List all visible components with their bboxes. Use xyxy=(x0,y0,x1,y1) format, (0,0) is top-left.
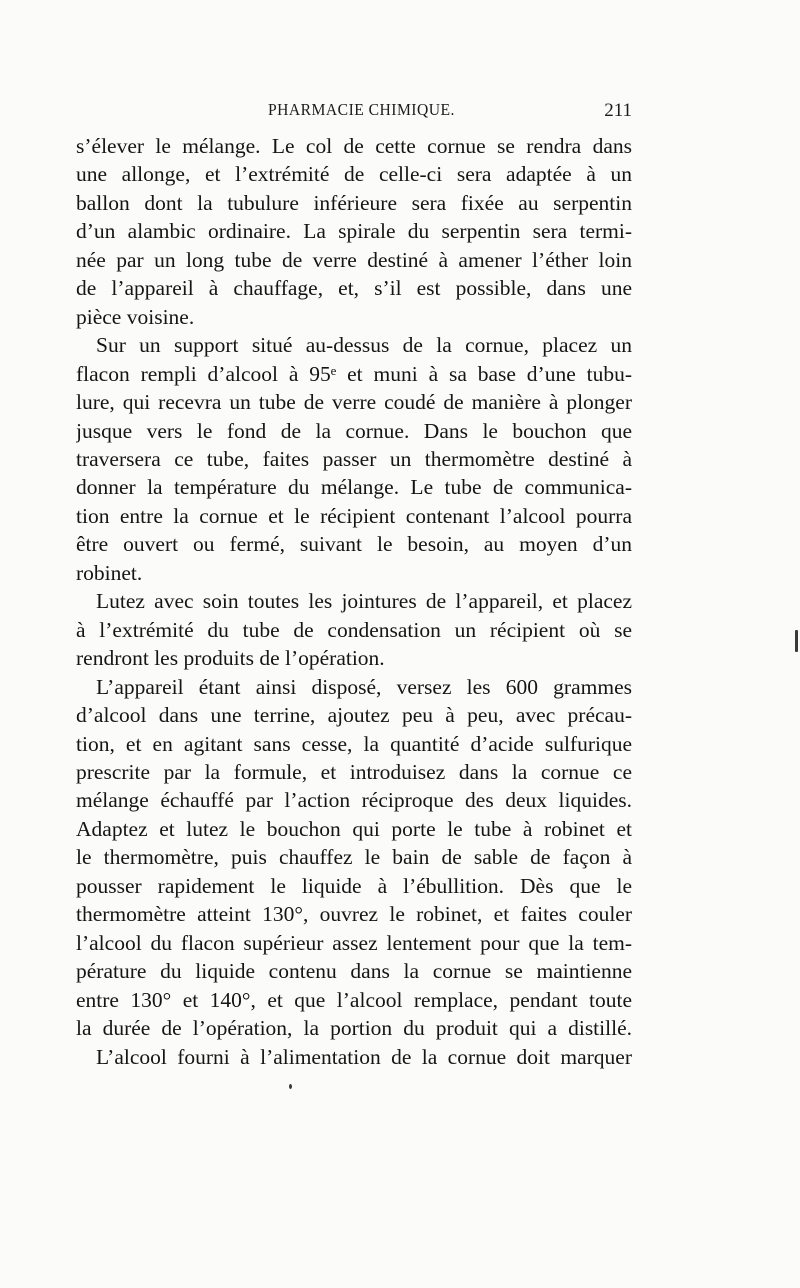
text-line: d’un alambic ordinaire. La spirale du serpentin sera termi- xyxy=(76,219,632,244)
text-line: pièce voisine. xyxy=(76,304,195,329)
text-line: Sur un support situé au-dessus de la cornue, placez un xyxy=(96,333,632,358)
text-line: donner la température du mélange. Le tube de communica- xyxy=(76,475,632,500)
page-header xyxy=(76,100,632,126)
text-line: la durée de l’opération, la portion du produit qui a distillé. xyxy=(76,1016,632,1041)
running-title: PHARMACIE CHIMIQUE. xyxy=(268,100,455,119)
text-line: tion entre la cornue et le récipient contenant l’alcool pourra xyxy=(76,503,632,528)
body-text xyxy=(76,132,632,1071)
text-line: L’alcool fourni à l’alimentation de la cornue doit marquer xyxy=(96,1044,632,1069)
text-line: d’alcool dans une terrine, ajoutez peu à peu, avec précau- xyxy=(76,703,632,728)
text-line: flacon rempli d’alcool à 95ᵉ et muni à sa base d’une tubu- xyxy=(76,361,632,386)
text-line: à l’extrémité du tube de condensation un récipient où se xyxy=(76,617,632,642)
text-line: robinet. xyxy=(76,560,143,585)
text-line: Lutez avec soin toutes les jointures de l’appareil, et placez xyxy=(96,589,632,614)
text-line: prescrite par la formule, et introduisez dans la cornue ce xyxy=(76,759,632,784)
page-number: 211 xyxy=(604,100,632,121)
text-line: mélange échauffé par l’action réciproque des deux liquides. xyxy=(76,788,632,813)
text-line: le thermomètre, puis chauffez le bain de sable de façon à xyxy=(76,845,632,870)
text-line: être ouvert ou fermé, suivant le besoin, au moyen d’un xyxy=(76,532,632,557)
text-line: tion, et en agitant sans cesse, la quantité d’acide sulfurique xyxy=(76,731,632,756)
text-line: une allonge, et l’extrémité de celle-ci sera adaptée à un xyxy=(76,162,632,187)
text-line: thermomètre atteint 130°, ouvrez le robinet, et faites couler xyxy=(76,902,632,927)
text-line: née par un long tube de verre destiné à amener l’éther loin xyxy=(76,247,632,272)
text-line: pérature du liquide contenu dans la cornue se maintienne xyxy=(76,959,632,984)
text-line: rendront les produits de l’opération. xyxy=(76,646,385,671)
text-line: l’alcool du flacon supérieur assez lentement pour que la tem- xyxy=(76,930,632,955)
text-line: L’appareil étant ainsi disposé, versez les 600 grammes xyxy=(96,674,632,699)
text-line: entre 130° et 140°, et que l’alcool remplace, pendant toute xyxy=(76,987,632,1012)
text-line: lure, qui recevra un tube de verre coudé de manière à plonger xyxy=(76,390,632,415)
text-line: traversera ce tube, faites passer un thermomètre destiné à xyxy=(76,446,632,471)
text-line: de l’appareil à chauffage, et, s’il est possible, dans une xyxy=(76,276,632,301)
text-line: Adaptez et lutez le bouchon qui porte le tube à robinet et xyxy=(76,816,632,841)
text-line: s’élever le mélange. Le col de cette cornue se rendra dans xyxy=(76,134,632,158)
text-line: jusque vers le fond de la cornue. Dans le bouchon que xyxy=(76,418,632,443)
text-line: ballon dont la tubulure inférieure sera fixée au serpentin xyxy=(76,190,632,215)
print-speck xyxy=(795,630,798,652)
text-line: pousser rapidement le liquide à l’ébullition. Dès que le xyxy=(76,873,632,898)
print-speck xyxy=(289,1084,292,1089)
